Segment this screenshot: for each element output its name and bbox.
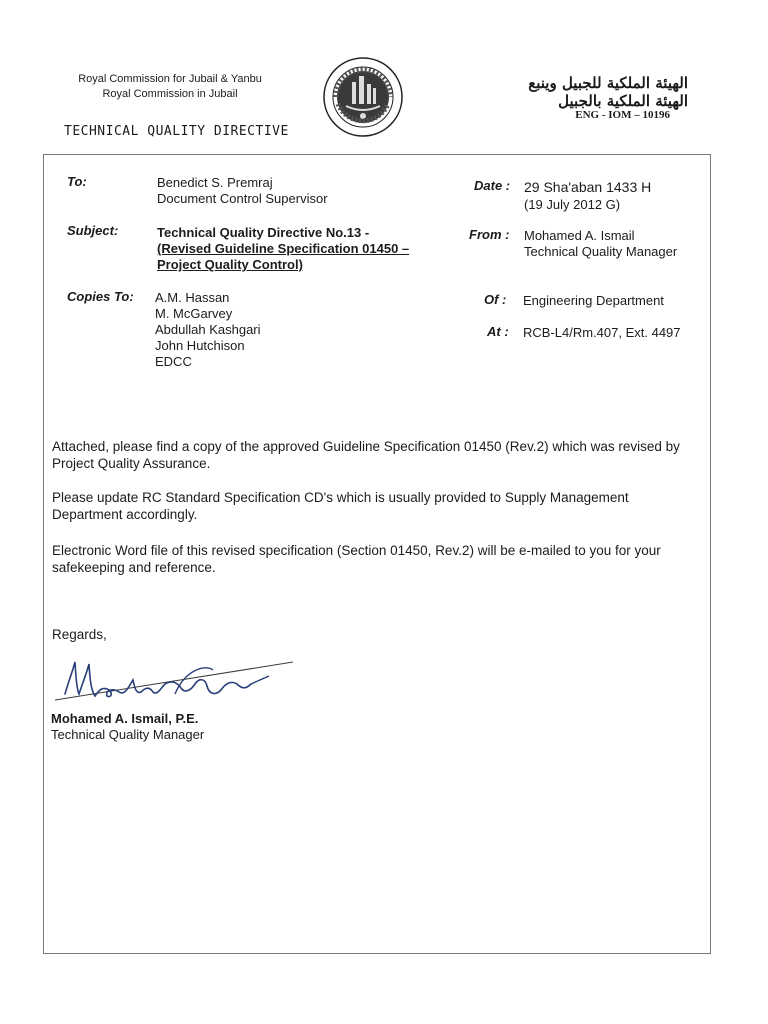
signatory-title: Technical Quality Manager: [51, 727, 205, 742]
list-item: Abdullah Kashgari: [155, 322, 261, 337]
subject-block: [157, 225, 409, 273]
handwritten-signature: [55, 650, 295, 714]
body-paragraph-2: Please update RC Standard Specification CD's which is usually provided to Supply Management Department accordingly.: [52, 490, 629, 522]
from-title: Technical Quality Manager: [524, 244, 678, 259]
arabic-line-2: الهيئة الملكية بالجبيل: [558, 92, 688, 110]
org-line-1: Royal Commission for Jubail & Yanbu: [78, 73, 262, 85]
arabic-organization-name: [448, 74, 688, 110]
at-value: RCB-L4/Rm.407, Ext. 4497: [523, 325, 681, 340]
list-item: A.M. Hassan: [155, 290, 230, 305]
kingdom-seal-icon: [322, 56, 404, 138]
at-label: At :: [487, 324, 509, 339]
subject-line-3: Project Quality Control): [157, 257, 303, 272]
copies-label: Copies To:: [67, 289, 134, 304]
org-line-2: Royal Commission in Jubail: [102, 88, 238, 100]
from-block: [524, 228, 677, 260]
of-value: Engineering Department: [523, 293, 664, 308]
list-item: EDCC: [155, 354, 192, 369]
date-gregorian: (19 July 2012 G): [524, 197, 621, 212]
from-label: From :: [469, 227, 510, 242]
closing: Regards,: [52, 627, 107, 642]
document-type-title: TECHNICAL QUALITY DIRECTIVE: [64, 124, 289, 139]
list-item: John Hutchison: [155, 338, 245, 353]
of-label: Of :: [484, 292, 507, 307]
copies-list: [155, 290, 261, 370]
organization-name: [40, 72, 300, 102]
subject-label: Subject:: [67, 223, 119, 238]
date-hijri: 29 Sha'aban 1433 H: [524, 179, 652, 195]
list-item: M. McGarvey: [155, 306, 233, 321]
to-title: Document Control Supervisor: [157, 191, 328, 206]
to-name: Benedict S. Premraj: [157, 175, 273, 190]
reference-number: ENG - IOM – 10196: [575, 109, 670, 121]
to-label: To:: [67, 174, 87, 189]
body-paragraph-1: Attached, please find a copy of the approved Guideline Specification 01450 (Rev.2) which was revised by Project Quality Assurance.: [52, 439, 680, 471]
date-label: Date :: [474, 178, 511, 193]
arabic-line-1: الهيئة الملكية للجبيل وينبع: [528, 74, 688, 92]
body-paragraph-3: Electronic Word file of this revised specification (Section 01450, Rev.2) will be e-mailed to you for your safekeeping and reference.: [52, 543, 661, 575]
signatory-name: Mohamed A. Ismail, P.E.: [51, 711, 199, 726]
date-block: [524, 179, 651, 213]
subject-line-1: Technical Quality Directive No.13 -: [157, 225, 370, 240]
to-block: [157, 175, 328, 207]
from-name: Mohamed A. Ismail: [524, 228, 635, 243]
subject-line-2: (Revised Guideline Specification 01450 –: [157, 241, 410, 256]
